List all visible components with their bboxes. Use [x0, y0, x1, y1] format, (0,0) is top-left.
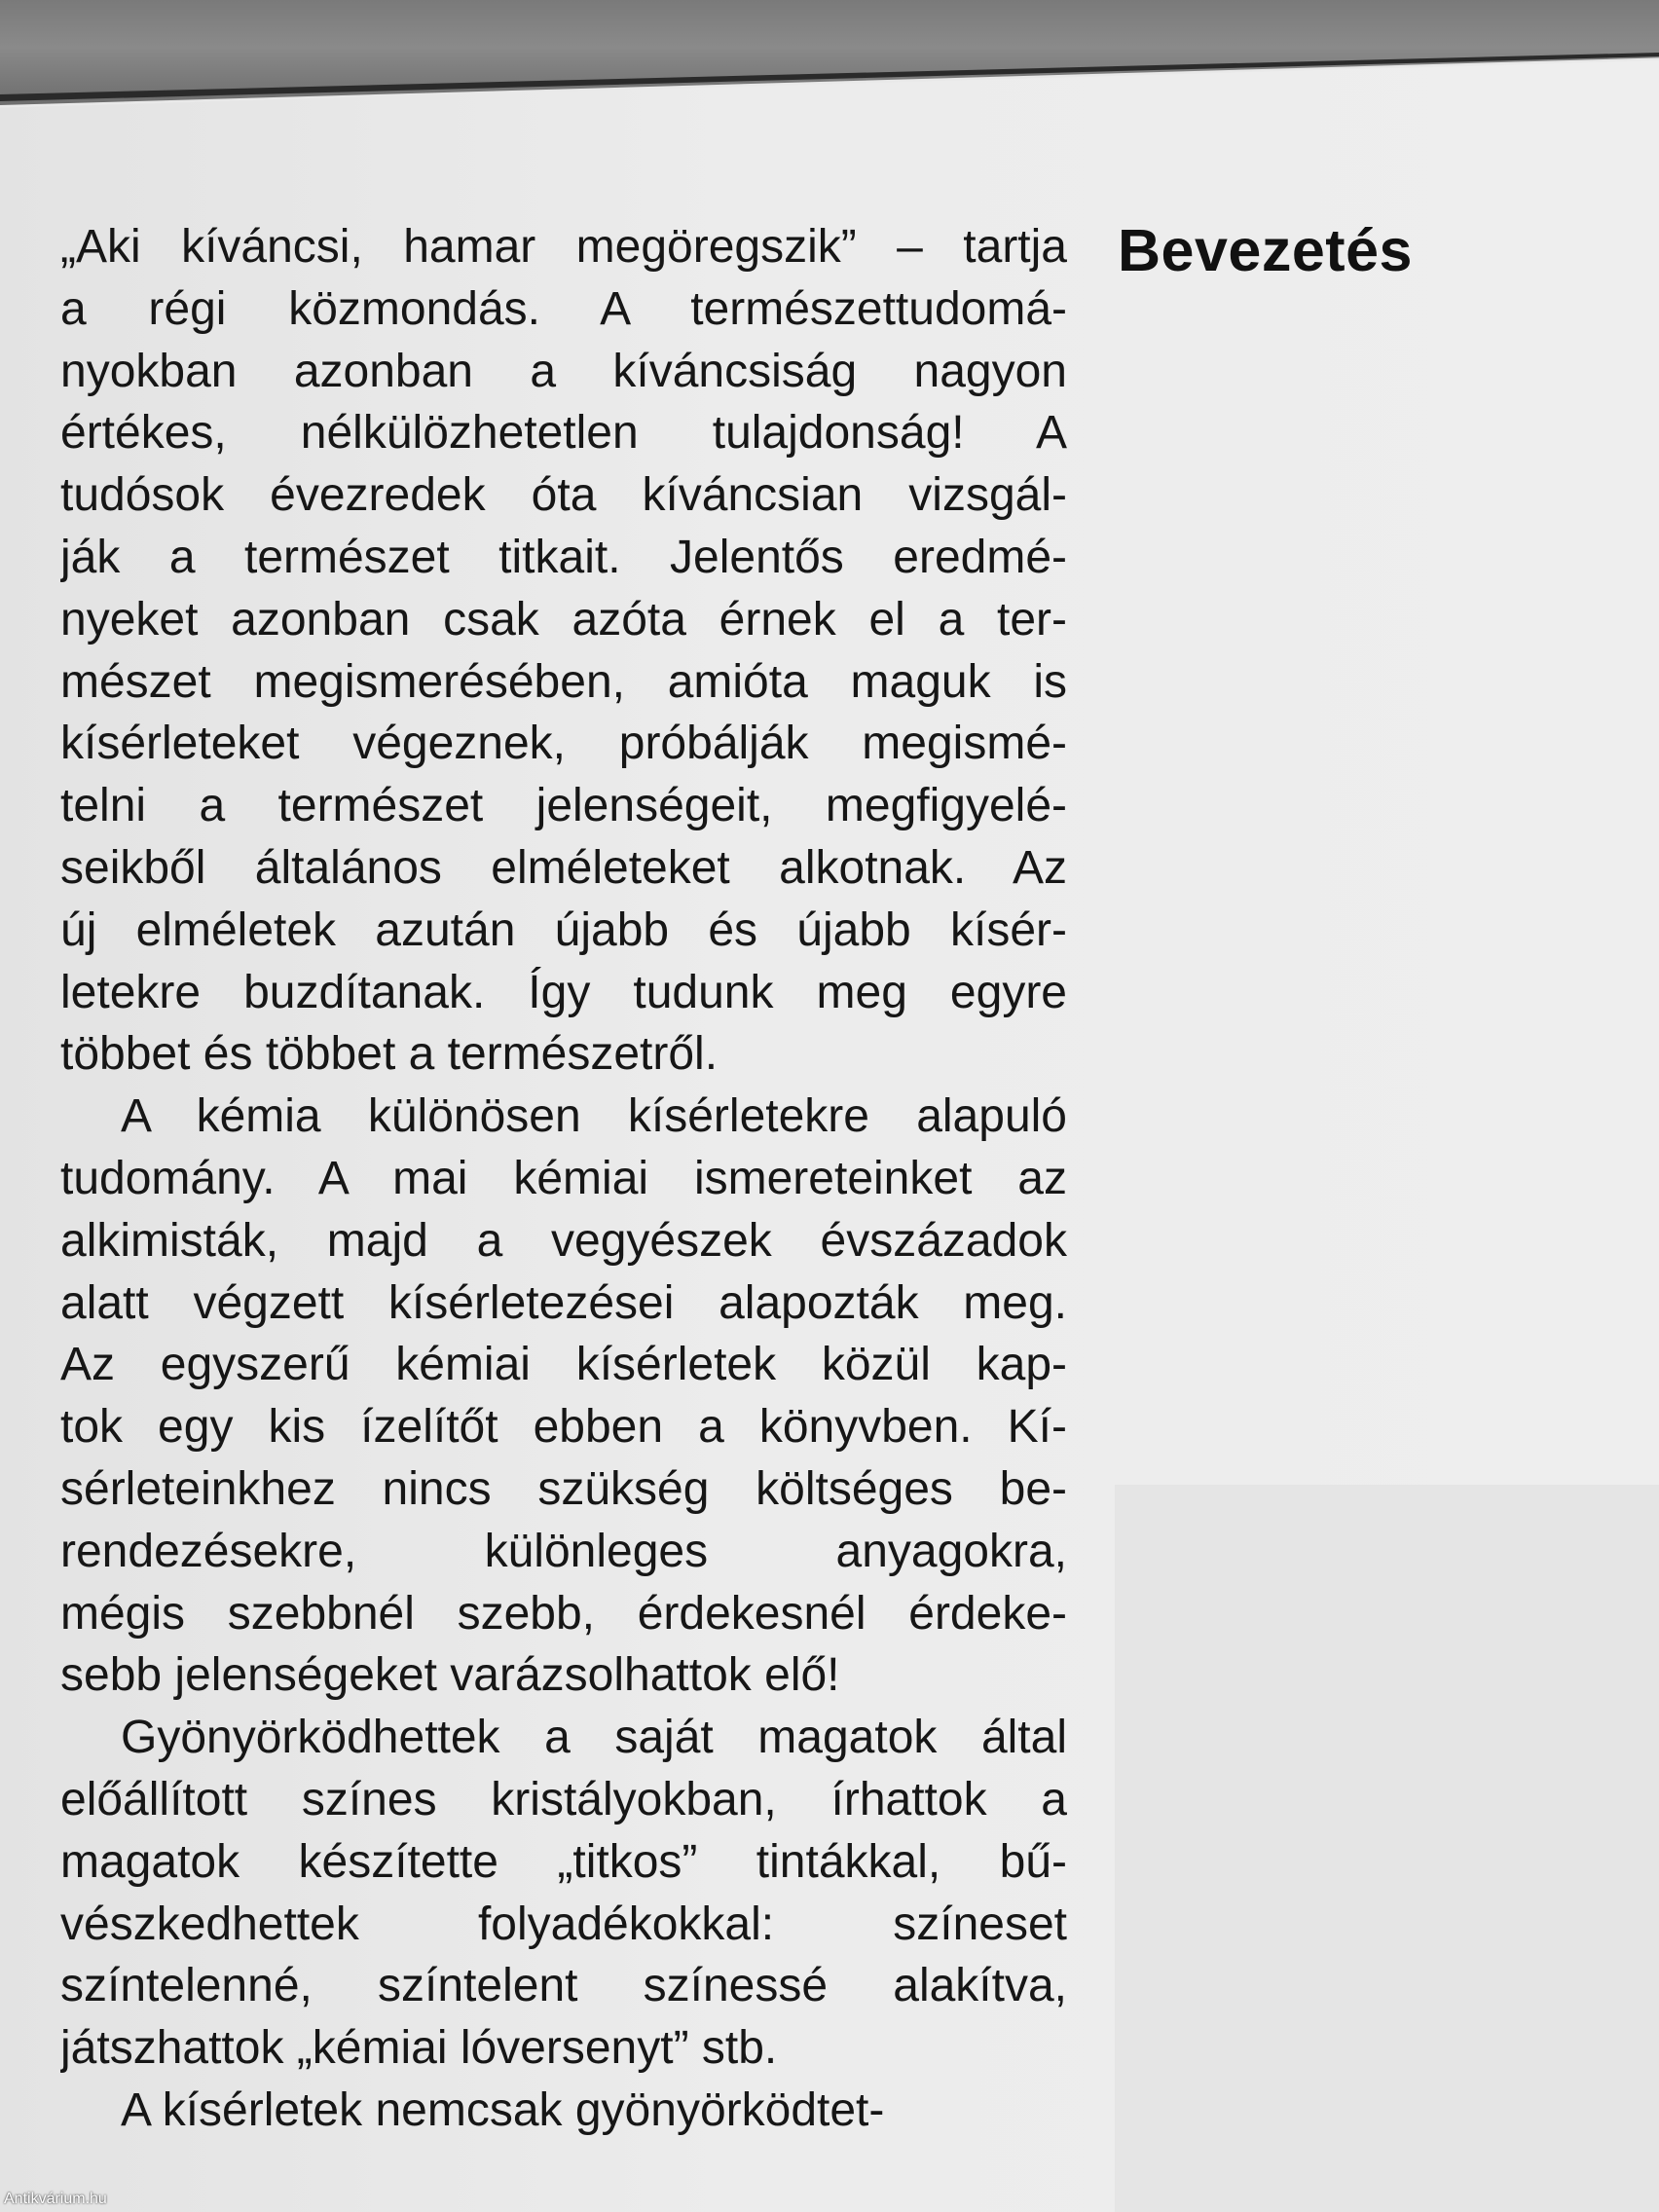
- text-line: ják a természet titkait. Jelentős eredmé-: [60, 531, 1067, 583]
- text-line: magatok készítette „titkos” tintákkal, bű-: [60, 1835, 1067, 1888]
- text-line: letekre buzdítanak. Így tudunk meg egyre: [60, 966, 1067, 1018]
- text-line: vészkedhettek folyadékokkal: színeset: [60, 1898, 1067, 1950]
- text-line: sebb jelenségeket varázsolhattok elő!: [60, 1649, 840, 1702]
- text-line: színtelenné, színtelent színessé alakítva,: [60, 1960, 1067, 2012]
- text-line: A kísérletek nemcsak gyönyörködtet-: [121, 2083, 885, 2136]
- text-line: játszhattok „kémiai lóversenyt” stb.: [60, 2022, 778, 2075]
- text-line: kísérleteket végeznek, próbálják megismé-: [60, 718, 1067, 770]
- text-line: a régi közmondás. A természettudomá-: [60, 282, 1067, 335]
- text-line: A kémia különösen kísérletekre alapuló: [121, 1090, 1067, 1143]
- text-line: tudomány. A mai kémiai ismereteinket az: [60, 1152, 1067, 1204]
- text-line: új elméletek azután újabb és újabb kísér-: [60, 903, 1067, 956]
- text-line: nyokban azonban a kíváncsiság nagyon: [60, 345, 1067, 397]
- text-line: tudósok évezredek óta kíváncsian vizsgál-: [60, 469, 1067, 522]
- text-line: értékes, nélkülözhetetlen tulajdonság! A: [60, 407, 1067, 460]
- text-line: mégis szebbnél szebb, érdekesnél érdeke-: [60, 1587, 1067, 1640]
- text-line: előállított színes kristályokban, írhattok a: [60, 1773, 1067, 1825]
- page-shadow-area: [1115, 1485, 1659, 2212]
- watermark-text: Antikvárium.hu: [4, 2191, 107, 2207]
- text-line: „Aki kíváncsi, hamar megöregszik” – tartja: [60, 221, 1067, 273]
- text-line: többet és többet a természetről.: [60, 1028, 719, 1081]
- text-line: mészet megismerésében, amióta maguk is: [60, 655, 1067, 708]
- chapter-heading: Bevezetés: [1118, 217, 1413, 283]
- text-line: alatt végzett kísérletezései alapozták meg.: [60, 1276, 1067, 1329]
- text-line: Gyönyörködhettek a saját magatok által: [121, 1712, 1067, 1764]
- body-text-column: [60, 216, 1067, 2142]
- text-line: Az egyszerű kémiai kísérletek közül kap-: [60, 1339, 1067, 1391]
- text-line: seikből általános elméleteket alkotnak. Az: [60, 841, 1067, 894]
- text-line: sérleteinkhez nincs szükség költséges be-: [60, 1462, 1067, 1515]
- text-line: alkimisták, majd a vegyészek évszázadok: [60, 1214, 1067, 1267]
- text-line: tok egy kis ízelítőt ebben a könyvben. Kí-: [60, 1401, 1067, 1454]
- text-line: rendezésekre, különleges anyagokra,: [60, 1525, 1067, 1577]
- text-line: telni a természet jelenségeit, megfigyelé-: [60, 780, 1067, 832]
- text-line: nyeket azonban csak azóta érnek el a ter-: [60, 593, 1067, 645]
